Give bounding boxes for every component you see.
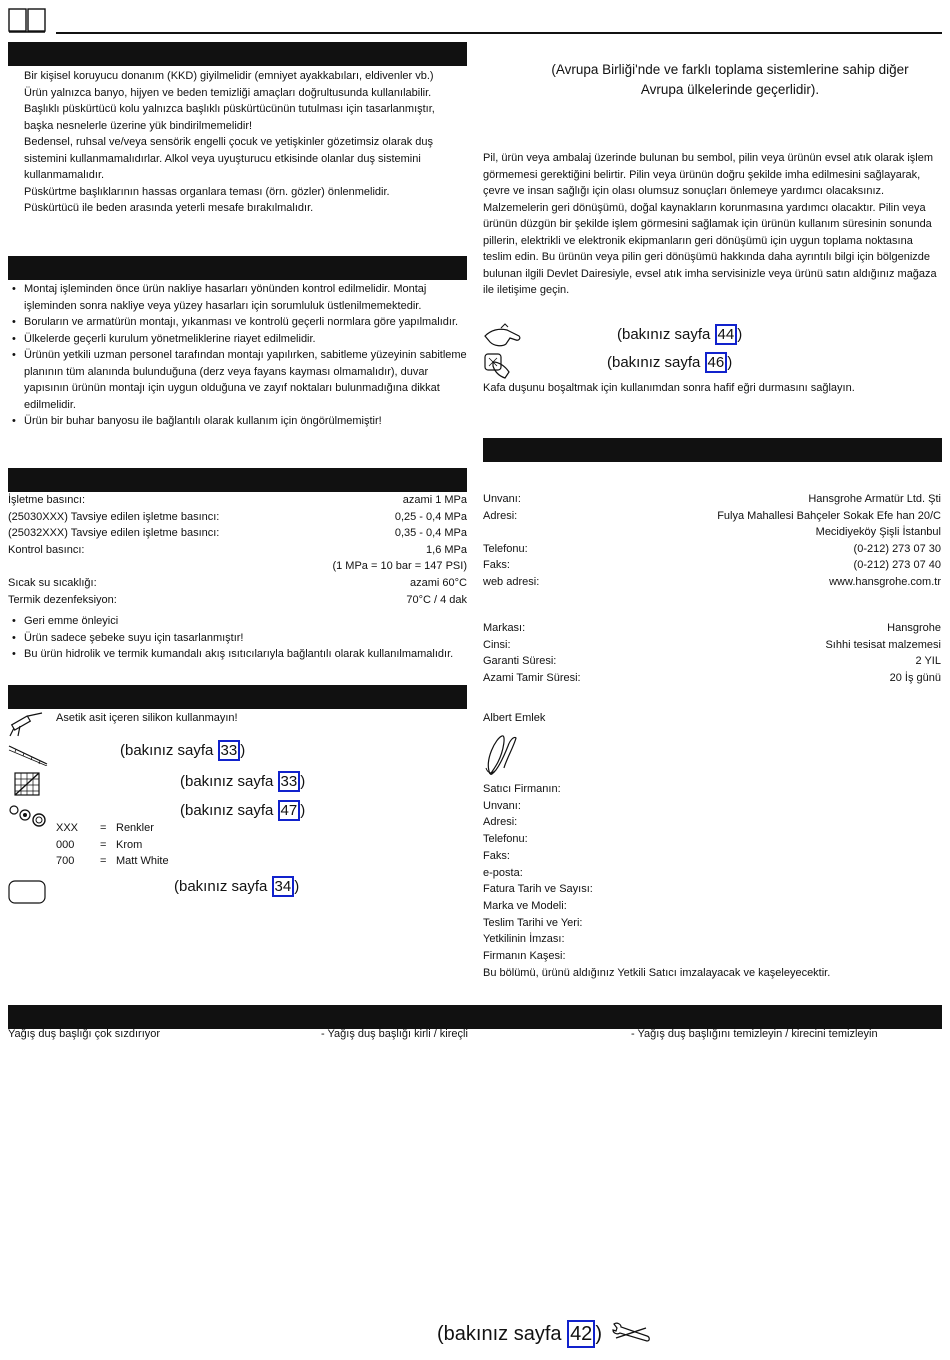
page-ref[interactable]: (bakınız sayfa 42 )	[437, 1320, 602, 1348]
company-row: Mecidiyeköy Şişli İstanbul	[815, 526, 941, 539]
spec-row: (25032XXX) Tavsiye edilen işletme basıncı: 0,35 - 0,4 MPa	[8, 527, 467, 540]
list-item: • Geri emme önleyici	[8, 613, 467, 630]
product-info	[483, 620, 941, 686]
list-item: • Montaj işleminden önce ürün nakliye hasarları yönünden kontrol edilmelidir. Montaj işleminden sonra nakliye veya yüzey hasarları için sorumluluk üstlenilmemektedir.	[8, 281, 467, 314]
dealer-field: Teslim Tarihi ve Yeri:	[483, 916, 583, 929]
color-code-row: 700 = Matt White	[56, 855, 169, 867]
page-ref[interactable]: (bakınız sayfa 33 )	[120, 742, 246, 759]
filter-grid-icon	[14, 772, 40, 796]
montage-list	[8, 281, 467, 430]
product-row: Cinsi: Sıhhi tesisat malzemesi	[483, 638, 941, 651]
safety-line: Bir kişisel koruyucu donanım (KKD) giyilmelidir (emniyet ayakkabıları, eldivenler vb.)	[24, 70, 434, 82]
page-link[interactable]: 42	[567, 1320, 595, 1348]
header-rule	[56, 32, 942, 34]
spec-row: Termik dezenfeksiyon: 70°C / 4 dak	[8, 593, 467, 606]
page-ref[interactable]: (bakınız sayfa 33 )	[180, 773, 306, 790]
color-codes	[56, 820, 169, 870]
safety-line: Püskürtücü ile beden arasında yeterli mesafe bırakılmalıdır.	[24, 202, 314, 214]
product-row: Garanti Süresi: 2 YIL	[483, 655, 941, 668]
trouble-problem: Yağış duş başlığı çok sızdırıyor	[8, 1028, 161, 1040]
page-link[interactable]: 46	[705, 352, 728, 373]
company-row: Unvanı: Hansgrohe Armatür Ltd. Şti	[483, 493, 941, 505]
dealer-field: Marka ve Modeli:	[483, 899, 567, 912]
company-info	[483, 491, 941, 591]
company-row: Faks: (0-212) 273 07 40	[483, 559, 941, 572]
spec-row: (25030XXX) Tavsiye edilen işletme basıncı: 0,25 - 0,4 MPa	[8, 510, 467, 523]
silicone-note: Asetik asit içeren silikon kullanmayın!	[56, 712, 238, 724]
page-ref[interactable]: (bakınız sayfa 44 )	[617, 326, 743, 343]
battery-disposal-text: Pil, ürün veya ambalaj üzerinde bulunan bu sembol, pilin veya ürünün evsel atık olarak işlem görmemesi gerektiğini belirtir. Pilin veya ürünün doğru şekilde imha edilmesini sağlayarak, çevre ve insan sağlığı için olası olumsuz sonuçları önlemeye yardımcı olacaksınız. Malzemelerin geri dönüşümü, doğal kaynakların korunmasına yardımcı olacaktır. Pilin veya ürünün düzgün bir şekilde işlem görmesini sağlamak için ürünün kullanım süresinin sonunda pillerin, elektrikli ve elektronik ekipmanların geri dönüşümü için uygun toplama noktasına teslim edin. Bu ürünün veya pilin geri dönüşümü hakkında daha ayrıntılı bilgi için bölgenizde bulunan ilgili Devlet Dairesiyle, evsel atık imha servisinizle veya ürünü satın aldığınız mağaza ile iletişime geçin.	[483, 152, 937, 296]
section-bar-warranty	[483, 438, 942, 462]
ruler-icon	[8, 744, 48, 766]
list-item: • Boruların ve armatürün montajı, yıkanması ve kontrolü geçerli normlara göre yapılmalıdır.	[8, 314, 467, 331]
open-book-icon	[8, 8, 46, 34]
color-code-row: 000 = Krom	[56, 838, 143, 851]
dealer-field: Satıcı Firmanın:	[483, 783, 561, 795]
page-ref[interactable]: (bakınız sayfa 34 )	[174, 878, 300, 895]
page-ref[interactable]: (bakınız sayfa 46 )	[607, 354, 733, 371]
dealer-field: Unvanı:	[483, 799, 521, 812]
list-item: • Bu ürün hidrolik ve termik kumandalı akış ısıtıcılarıyla bağlantılı olarak kullanılmamalıdır.	[8, 646, 467, 663]
spec-table	[8, 492, 467, 608]
dealer-note: Bu bölümü, ürünü aldığınız Yetkili Satıcı imzalayacak ve kaşeleyecektir.	[483, 967, 831, 979]
safety-line: Bedensel, ruhsal ve/veya sensörik engelli çocuk ve yetişkinler gözetimsiz olarak duş sistemini kullanmamalıdırlar. Alkol veya uyuşturucu etkisinde olanlar duş sistemini kullanmamalıdır.	[24, 136, 434, 181]
dealer-field: Telefonu:	[483, 833, 528, 846]
dealer-field: Adresi:	[483, 816, 518, 829]
safety-line: Ürün yalnızca banyo, hijyen ve beden temizliği amaçları doğrultusunda kullanılabilir.	[24, 86, 432, 99]
signer-name: Albert Emlek	[483, 712, 546, 724]
page-link[interactable]: 44	[715, 324, 738, 345]
company-row: web adresi: www.hansgrohe.com.tr	[483, 575, 941, 588]
hand-rub-icon	[483, 352, 523, 380]
signature	[482, 730, 528, 780]
safety-line: Püskürtme başlıklarının hassas organlara teması (örn. gözler) önlenmelidir.	[24, 185, 390, 198]
safety-line: Başlıklı püskürtücü kolu yalnızca başlıklı püskürtücünün tutulması için tasarlanmıştır, başka nesnelerle üzerine yük bindirilmemelidir!	[24, 103, 435, 132]
spare-parts-icon	[8, 802, 48, 828]
section-bar-montage	[8, 256, 467, 280]
page-link[interactable]: 33	[218, 740, 241, 761]
product-row: Markası: Hansgrohe	[483, 622, 941, 634]
dealer-field: Fatura Tarih ve Sayısı:	[483, 883, 593, 896]
hand-press-icon	[483, 322, 523, 348]
spec-notes	[8, 613, 467, 663]
product-row: Azami Tamir Süresi: 20 İş günü	[483, 671, 941, 684]
company-row: Telefonu: (0-212) 273 07 30	[483, 542, 941, 555]
company-row: Adresi: Fulya Mahallesi Bahçeler Sokak Efe han 20/C	[483, 509, 941, 522]
page-link[interactable]: 34	[272, 876, 295, 897]
trouble-cause: - Yağış duş başlığı kirli / kireçli	[321, 1028, 468, 1040]
list-item: • Ürün sadece şebeke suyu için tasarlanmıştır!	[8, 630, 467, 647]
cleaning-icon	[8, 880, 46, 904]
dealer-field: Firmanın Kaşesi:	[483, 950, 566, 963]
section-bar-safety	[8, 42, 467, 66]
trouble-remedy: - Yağış duş başlığını temizleyin / kirecini temizleyin	[631, 1028, 878, 1040]
page-ref[interactable]: (bakınız sayfa 47 )	[180, 802, 306, 819]
dealer-field: Faks:	[483, 849, 510, 862]
wrench-icon	[610, 1320, 652, 1344]
tilt-note: Kafa duşunu boşaltmak için kullanımdan sonra hafif eğri durmasını sağlayın.	[483, 382, 855, 394]
section-bar-specs	[8, 468, 467, 492]
spec-row: (1 MPa = 10 bar = 147 PSI)	[332, 560, 467, 573]
page-link[interactable]: 47	[278, 800, 301, 821]
dealer-field: e-posta:	[483, 866, 523, 879]
spec-row: İşletme basıncı: azami 1 MPa	[8, 494, 467, 506]
list-item: • Ürün bir buhar banyosu ile bağlantılı olarak kullanım için öngörülmemiştir!	[8, 413, 467, 430]
list-item: • Ürünün yetkili uzman personel tarafından montajı yapılırken, sabitleme yüzeyinin sabitleme planının tüm alanında bulunduğuna (derz veya fayans kayması olmamalıdır), duvar yapısının ürünün montajı için uygun olduğuna ve zayıf noktaları bulunmadığına dikkat edilmelidir.	[8, 347, 467, 413]
spec-row: Sıcak su sıcaklığı: azami 60°C	[8, 576, 467, 589]
section-bar-description	[8, 685, 467, 709]
manual-icon	[8, 8, 46, 34]
list-item: • Ülkelerde geçerli kurulum yönetmeliklerine riayet edilmelidir.	[8, 331, 467, 348]
safety-text	[24, 68, 466, 217]
spec-row: Kontrol basıncı: 1,6 MPa	[8, 543, 467, 556]
page-link[interactable]: 33	[278, 771, 301, 792]
eu-note: (Avrupa Birliği'nde ve farklı toplama sistemlerine sahip diğer Avrupa ülkelerinde geçerlidir).	[551, 62, 909, 97]
dealer-fields	[483, 781, 941, 965]
silicone-gun-icon	[8, 712, 46, 738]
color-code-row: XXX = Renkler	[56, 822, 154, 834]
dealer-field: Yetkilinin İmzası:	[483, 933, 565, 946]
